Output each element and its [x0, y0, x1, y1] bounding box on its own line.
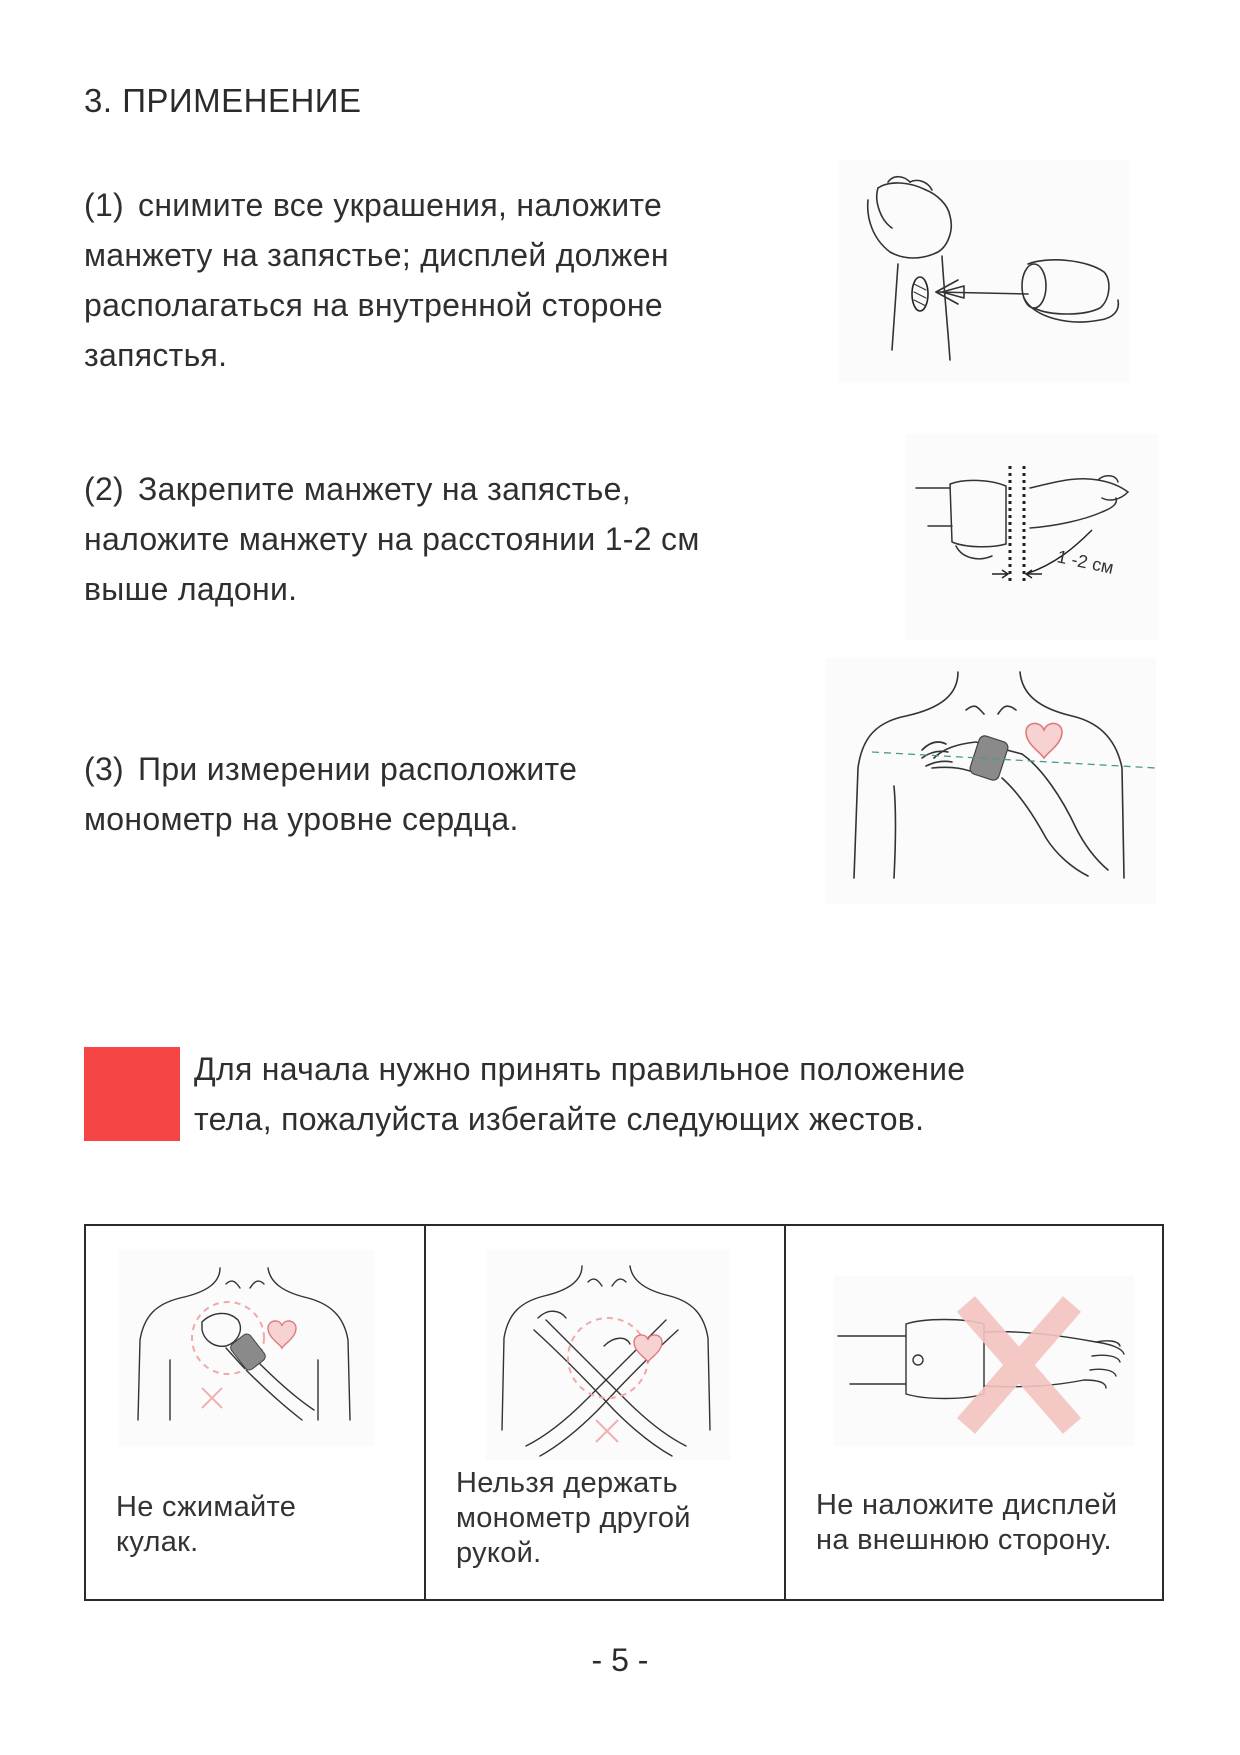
step-1-line-1: (1) снимите все украшения, наложите: [84, 187, 663, 223]
gesture-caption-2-line-1: Нельзя держать: [456, 1467, 678, 1499]
wrist-cuff-drawing: [838, 160, 1130, 382]
gesture-caption-3-line-1: Не наложите дисплей: [816, 1489, 1118, 1521]
outer-display-drawing: [834, 1276, 1134, 1446]
cuff-distance-drawing: [906, 434, 1158, 640]
step-1-line-2: манжету на запястье; дисплей должен: [84, 237, 669, 273]
hold-drawing: [486, 1250, 730, 1460]
illustration-heart-level: [826, 658, 1156, 904]
illustration-fist: [118, 1250, 374, 1446]
step-1-number: (1): [84, 187, 125, 223]
gesture-caption-3-line-2: на внешнюю сторону.: [816, 1524, 1112, 1556]
step-1-line-3: располагаться на внутренной стороне: [84, 287, 663, 323]
step-2: [84, 464, 700, 614]
step-2-line-3: выше ладони.: [84, 571, 298, 607]
distance-label: 1 -2 см: [1055, 546, 1116, 578]
warning-line-2: тела, пожалуйста избегайте следующих жестов.: [194, 1101, 925, 1137]
warning-marker: [84, 1047, 180, 1141]
step-3-number: (3): [84, 751, 125, 787]
illustration-cuff-on-wrist: [838, 160, 1130, 382]
gesture-cell-fist: [86, 1226, 424, 1599]
warning-line-1: Для начала нужно принять правильное положение: [194, 1051, 966, 1087]
gesture-caption-2: [456, 1466, 691, 1571]
step-1: [84, 180, 669, 380]
step-3: [84, 744, 577, 844]
gesture-cell-hold: [424, 1226, 784, 1599]
step-2-line-1: (2) Закрепите манжету на запястье,: [84, 471, 631, 507]
illustration-outer-display: [834, 1276, 1134, 1446]
gesture-caption-1-line-2: кулак.: [116, 1526, 199, 1558]
warning-text: [194, 1044, 965, 1144]
fist-drawing: [118, 1250, 374, 1446]
illustration-cuff-distance: [906, 434, 1158, 640]
step-2-number: (2): [84, 471, 125, 507]
illustration-hold: [486, 1250, 730, 1460]
gesture-cell-outer-display: [784, 1226, 1162, 1599]
gesture-caption-1: [116, 1490, 296, 1560]
gesture-caption-2-line-2: монометр другой: [456, 1502, 691, 1534]
heart-level-drawing: [826, 658, 1156, 904]
avoid-gestures-table: [84, 1224, 1164, 1601]
page-number: - 5 -: [591, 1642, 649, 1678]
gesture-caption-3: [816, 1488, 1117, 1558]
gesture-caption-2-line-3: рукой.: [456, 1537, 542, 1569]
step-1-line-4: запястья.: [84, 337, 228, 373]
step-2-line-2: наложите манжету на расстоянии 1-2 см: [84, 521, 700, 557]
section-title: 3. ПРИМЕНЕНИЕ: [84, 82, 362, 119]
step-3-line-2: монометр на уровне сердца.: [84, 801, 519, 837]
step-3-line-1: (3) При измерении расположите: [84, 751, 578, 787]
gesture-caption-1-line-1: Не сжимайте: [116, 1491, 297, 1523]
